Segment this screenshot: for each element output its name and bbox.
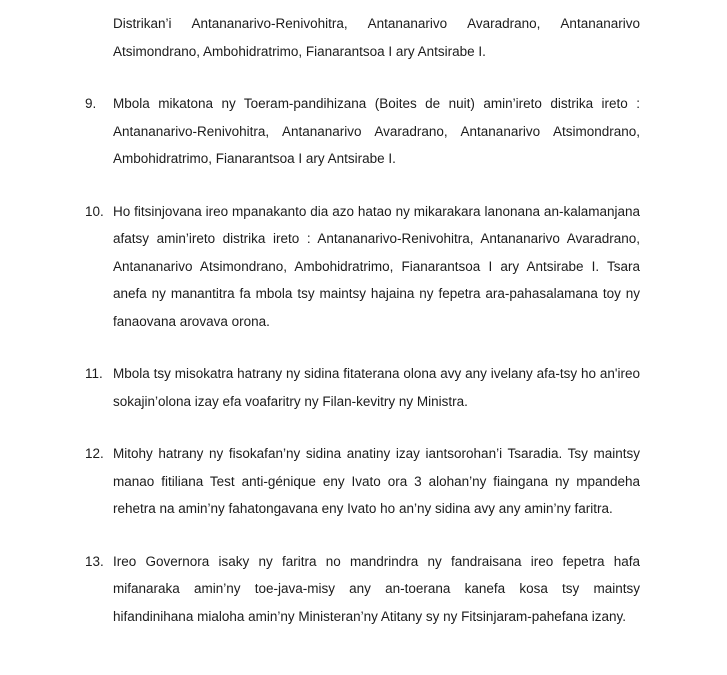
list-item-text: Ho fitsinjovana ireo mpanakanto dia azo hatao ny mikarakara lanonana an-kalamanjana afatsy amin’ireto distrika ireto : Antananarivo-Renivohitra, Antananarivo Avaradrano, Antananarivo Atsimondrano, Ambohidratrimo, Fianarantsoa I ary Antsirabe I. Tsara anefa ny manantitra fa mbola tsy maintsy hajaina ny fepetra ara-pahasalamana toy ny fanaovana arovava orona. — [113, 203, 640, 329]
list-item-10 — [85, 198, 640, 336]
list-item-number: 12. — [85, 446, 104, 461]
list-item-12 — [85, 440, 640, 523]
list-item-9 — [85, 90, 640, 173]
list-item-text: Mbola mikatona ny Toeram-pandihizana (Boites de nuit) amin’ireto distrika ireto : Antananarivo-Renivohitra, Antananarivo Avaradrano, Antananarivo Atsimondrano, Ambohidratrimo, Fianarantsoa I ary Antsirabe I. — [113, 96, 640, 166]
numbered-list — [85, 90, 640, 630]
clipped-text-line — [85, 0, 640, 8]
list-item-text: Ireo Governora isaky ny faritra no mandrindra ny fandraisana ireo fepetra hafa mifanaraka amin’ny toe-java-misy any an-toerana kanefa kosa tsy maintsy hifandinihana mialoha amin’ny Ministeran’ny Atitany sy ny Fitsinjaram-pahefana izany. — [113, 553, 640, 624]
list-item-text: Mbola tsy misokatra hatrany ny sidina fitaterana olona avy any ivelany afa-tsy ho an'ireo sokajin’olona izay efa voafaritry ny Filan-kevitry ny Ministra. — [113, 366, 640, 409]
paragraph-continuation: Distrikan’i Antananarivo-Renivohitra, Antananarivo Avaradrano, Antananarivo Atsimondrano, Ambohidratrimo, Fianarantsoa I ary Antsirabe I. — [113, 16, 640, 59]
list-item-13 — [85, 548, 640, 631]
list-item-text: Mitohy hatrany ny fisokafan’ny sidina anatiny izay iantsorohan’i Tsaradia. Tsy maintsy manao fitiliana Test anti-génique eny Ivato ora 3 alohan’ny fiaingana ny mpandeha rehetra na amin’ny fahatongavana eny Ivato ho an’ny sidina avy any amin’ny faritra. — [113, 446, 640, 516]
list-item-11 — [85, 360, 640, 415]
list-item-number: 9. — [85, 96, 97, 111]
clipped-text-fragment — [85, 0, 640, 6]
list-item-number: 10. — [85, 203, 104, 219]
list-item-number: 13. — [85, 553, 104, 569]
list-item-number: 11. — [85, 366, 103, 381]
